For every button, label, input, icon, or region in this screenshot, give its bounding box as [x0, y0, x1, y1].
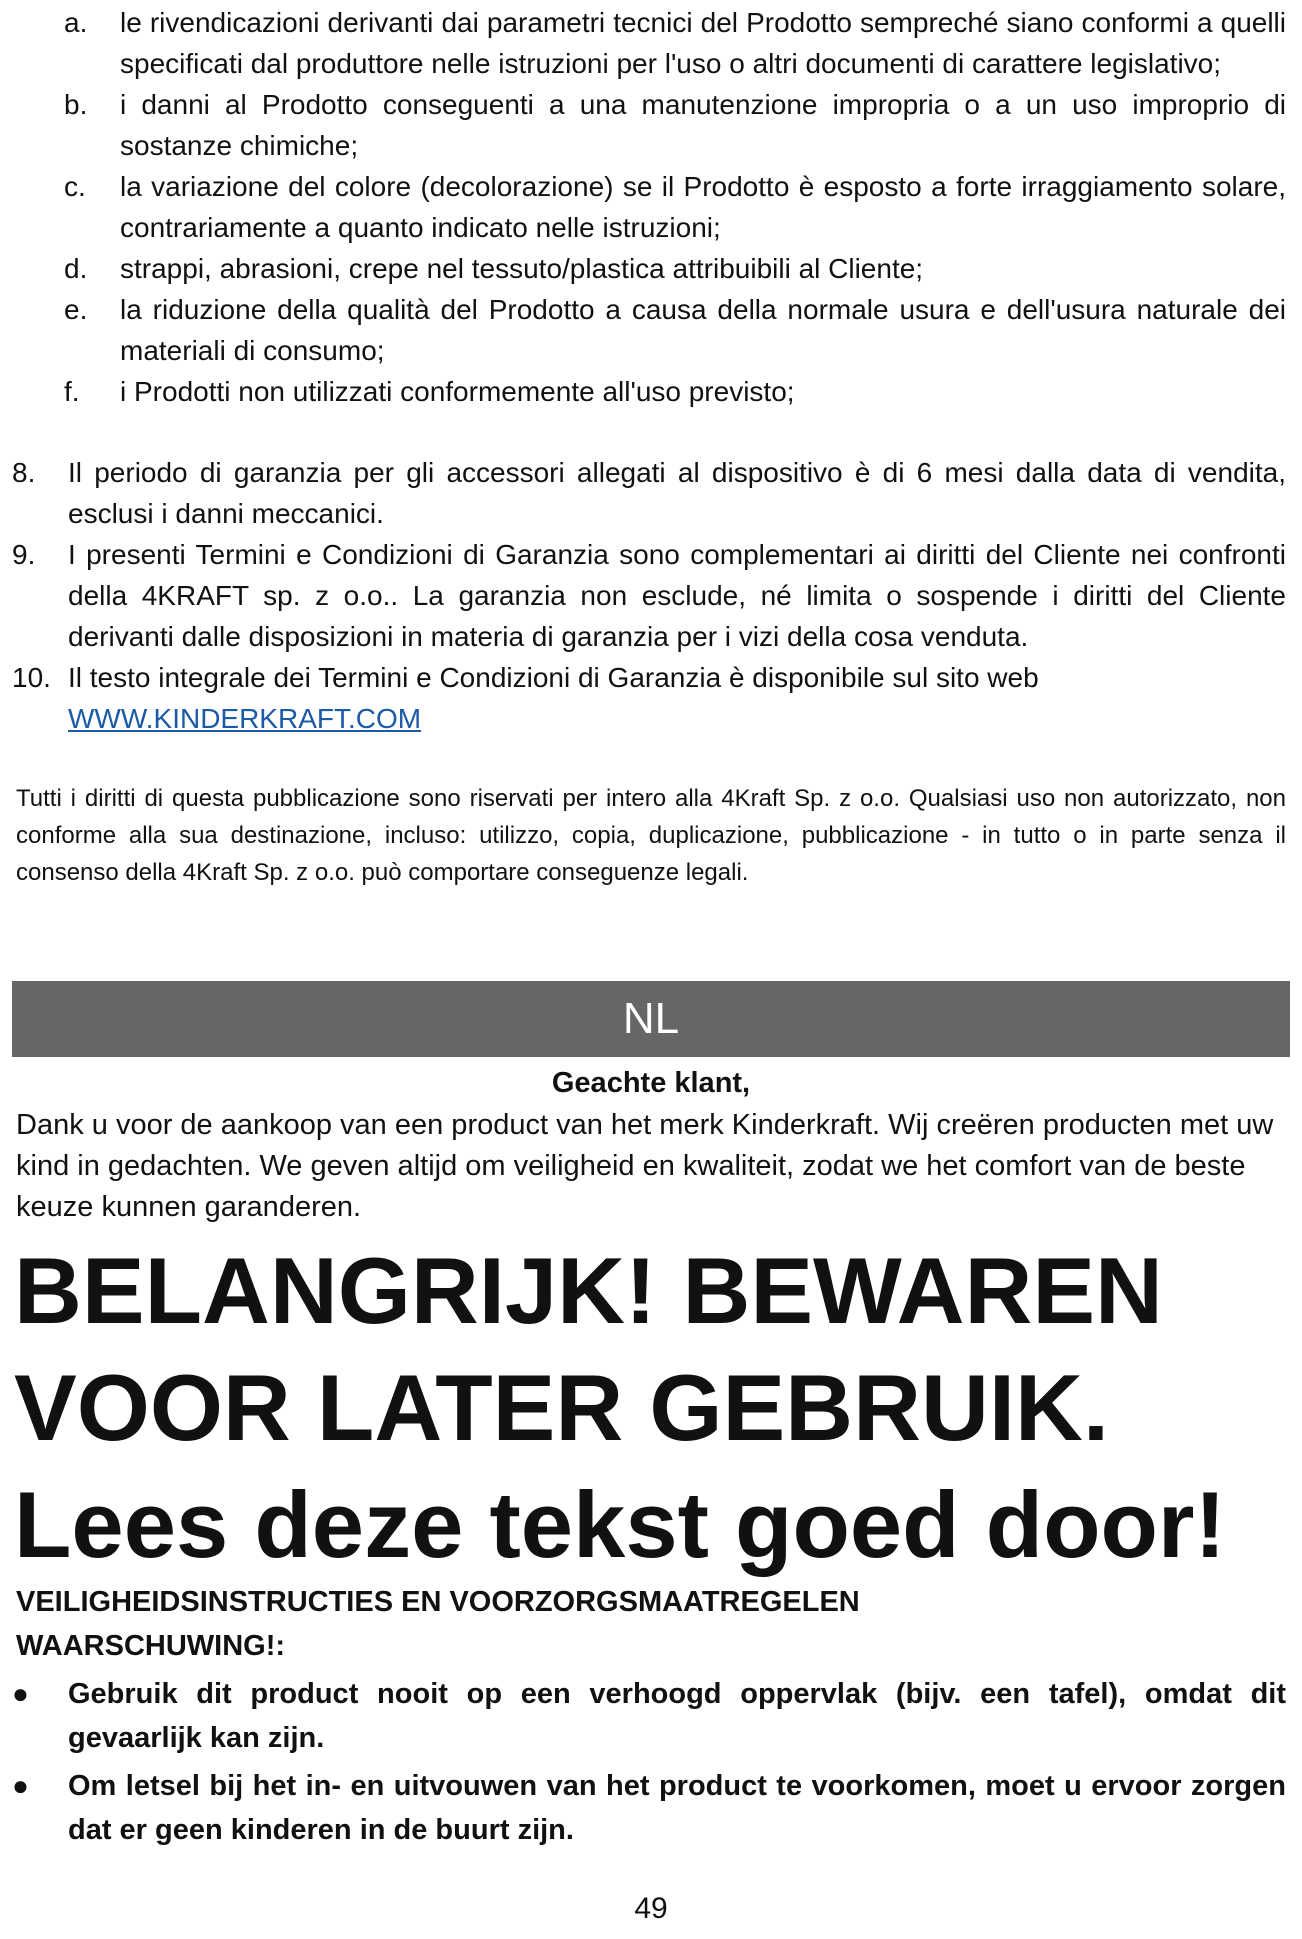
- list-item-text: le rivendicazioni derivanti dai parametri tecnici del Prodotto sempreché siano conformi a quelli specificati dal produttore nelle istruzioni per l'uso o altri documenti di carattere legislativo;: [120, 7, 1286, 79]
- safety-section-title: [16, 1580, 1286, 1668]
- list-item: [12, 534, 1286, 657]
- list-marker: 9.: [12, 539, 36, 570]
- list-item: [12, 657, 1286, 739]
- list-marker: a.: [64, 7, 88, 38]
- list-marker: f.: [64, 376, 80, 407]
- list-item: [64, 84, 1286, 166]
- list-item-text: strappi, abrasioni, crepe nel tessuto/plastica attribuibili al Cliente;: [120, 253, 924, 284]
- page-number: 49: [634, 1892, 668, 1925]
- list-item: [64, 248, 1286, 289]
- language-section-header: [12, 981, 1290, 1057]
- list-item-text: la riduzione della qualità del Prodotto a causa della normale usura e dell'usura naturale dei materiali di consumo;: [120, 294, 1286, 366]
- list-marker: 10.: [12, 662, 51, 693]
- bullet-icon: ●: [12, 1678, 29, 1709]
- list-marker: d.: [64, 253, 88, 284]
- website-link[interactable]: WWW.KINDERKRAFT.COM: [68, 703, 422, 734]
- important-headline: BELANGRIJK! BEWAREN VOOR LATER GEBRUIK. Lees deze tekst goed door!: [14, 1238, 1226, 1577]
- list-item: [64, 371, 1286, 412]
- list-item: [12, 1672, 1286, 1760]
- list-marker: 8.: [12, 457, 36, 488]
- greeting: Geachte klant,: [551, 1067, 751, 1099]
- language-code: NL: [622, 994, 680, 1043]
- list-marker: c.: [64, 171, 86, 202]
- list-item-text: Om letsel bij het in- en uitvouwen van het product te voorkomen, moet u ervoor zorgen dat er geen kinderen in de buurt zijn.: [68, 1770, 1286, 1846]
- list-item-text: Il periodo di garanzia per gli accessori allegati al dispositivo è di 6 mesi dalla data di vendita, esclusi i danni meccanici.: [68, 457, 1286, 529]
- bullet-icon: ●: [12, 1770, 29, 1801]
- list-marker: b.: [64, 89, 88, 120]
- safety-title: VEILIGHEIDSINSTRUCTIES EN VOORZORGSMAATREGELEN: [16, 1586, 860, 1618]
- list-item-text-with-link: [68, 657, 1286, 739]
- list-item-text: la variazione del colore (decolorazione) se il Prodotto è esposto a forte irraggiamento solare, contrariamente a quanto indicato nelle istruzioni;: [120, 171, 1286, 243]
- list-item: [12, 452, 1286, 534]
- list-item-text: Il testo integrale dei Termini e Condizioni di Garanzia è disponibile sul sito web: [68, 662, 1039, 693]
- warnings-list: [12, 1672, 1286, 1856]
- warranty-exclusions-list: [64, 2, 1286, 412]
- list-item-text: i Prodotti non utilizzati conformemente all'uso previsto;: [120, 376, 795, 407]
- list-item: [64, 2, 1286, 84]
- warning-label: WAARSCHUWING!:: [16, 1630, 286, 1662]
- list-item-text: I presenti Termini e Condizioni di Garanzia sono complementari ai diritti del Cliente nei confronti della 4KRAFT sp. z o.o.. La garanzia non esclude, né limita o sospende i diritti del Cliente derivanti dalle disposizioni in materia di garanzia per i vizi della cosa venduta.: [68, 539, 1286, 652]
- warranty-terms-list: [12, 452, 1286, 739]
- list-item-text: i danni al Prodotto conseguenti a una manutenzione impropria o a un uso improprio di sostanze chimiche;: [120, 89, 1286, 161]
- copyright-notice: Tutti i diritti di questa pubblicazione sono riservati per intero alla 4Kraft Sp. z o.o. Qualsiasi uso non autorizzato, non conforme alla sua destinazione, incluso: utilizzo, copia, duplicazione, pubblicazione - in tutto o in parte senza il consenso della 4Kraft Sp. z o.o. può comportare conseguenze legali.: [16, 785, 1286, 886]
- list-item: [64, 289, 1286, 371]
- list-item: [12, 1764, 1286, 1852]
- intro-paragraph: Dank u voor de aankoop van een product van het merk Kinderkraft. Wij creëren producten met uw kind in gedachten. We geven altijd om veiligheid en kwaliteit, zodat we het comfort van de beste keuze kunnen garanderen.: [16, 1109, 1274, 1223]
- list-marker: e.: [64, 294, 88, 325]
- list-item-text: Gebruik dit product nooit op een verhoogd oppervlak (bijv. een tafel), omdat dit gevaarlijk kan zijn.: [68, 1678, 1286, 1754]
- list-item: [64, 166, 1286, 248]
